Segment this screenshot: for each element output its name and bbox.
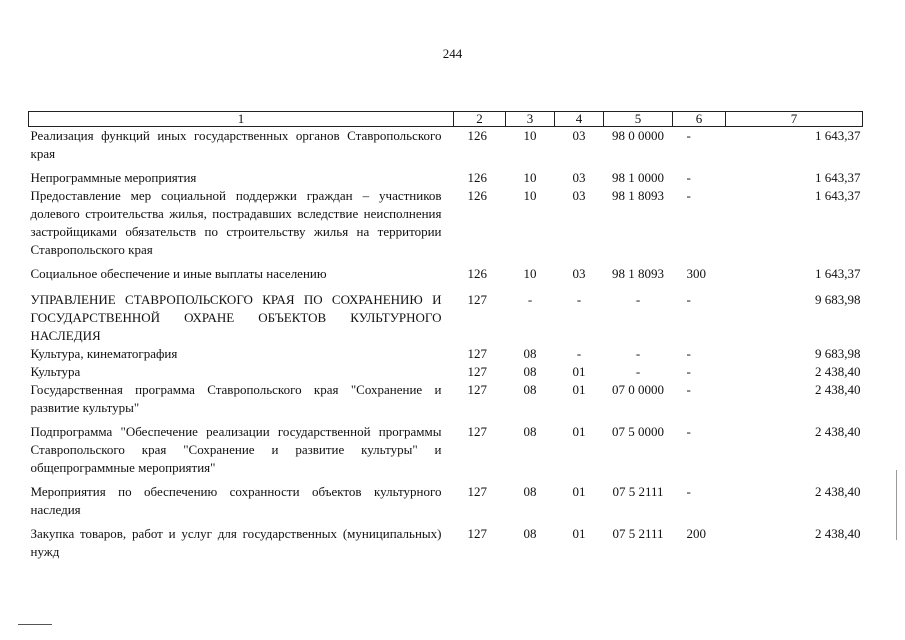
table-row	[29, 345, 863, 363]
row-name: Государственная программа Ставропольского края "Сохранение и развитие культуры"	[30, 382, 442, 415]
row-rz: 08	[523, 424, 537, 439]
row-sum: 2 438,40	[815, 364, 861, 379]
row-vr: -	[686, 128, 691, 143]
row-vr: -	[686, 346, 691, 361]
table-row	[29, 477, 863, 519]
row-sum: 2 438,40	[815, 484, 861, 499]
table-row	[29, 283, 863, 345]
row-name: Предоставление мер социальной поддержки граждан – участников долевого строительства жилья, пострадавших вследствие неисполнения застройщиками обязательств по строительству жилья на территории Ставропольского края	[30, 188, 442, 257]
row-sum: 9 683,98	[815, 292, 861, 307]
row-name: Социальное обеспечение и иные выплаты населению	[30, 266, 327, 281]
row-name: Мероприятия по обеспечению сохранности объектов культурного наследия	[30, 484, 442, 517]
table-header-row	[29, 112, 863, 127]
row-pr: 01	[572, 424, 586, 439]
row-rz: -	[527, 292, 533, 307]
row-sum: 1 643,37	[815, 170, 861, 185]
row-pr: 01	[572, 526, 586, 541]
scan-margin-line	[896, 470, 897, 540]
row-name: УПРАВЛЕНИЕ СТАВРОПОЛЬСКОГО КРАЯ ПО СОХРАНЕНИЮ И ГОСУДАРСТВЕННОЙ ОХРАНЕ ОБЪЕКТОВ КУЛЬТУРНОГО НАСЛЕДИЯ	[30, 292, 442, 343]
row-rz: 08	[523, 382, 537, 397]
budget-table	[28, 111, 863, 561]
table-row	[29, 163, 863, 187]
row-sum: 1 643,37	[815, 128, 861, 143]
row-csr: 98 1 8093	[612, 266, 664, 281]
table-row	[29, 519, 863, 561]
row-name: Реализация функций иных государственных органов Ставропольского края	[30, 128, 442, 161]
row-sum: 2 438,40	[815, 382, 861, 397]
table-row	[29, 259, 863, 283]
row-csr: 98 0 0000	[612, 128, 664, 143]
row-sum: 2 438,40	[815, 526, 861, 541]
row-vr: -	[686, 484, 691, 499]
column-header: 4	[555, 112, 604, 127]
row-sum: 1 643,37	[815, 188, 861, 203]
row-rz: 08	[523, 364, 537, 379]
row-gr: 126	[467, 266, 487, 281]
row-sum: 2 438,40	[815, 424, 861, 439]
row-name: Закупка товаров, работ и услуг для государственных (муниципальных) нужд	[30, 526, 442, 559]
row-pr: 03	[572, 128, 586, 143]
row-rz: 10	[523, 128, 537, 143]
row-rz: 08	[523, 526, 537, 541]
row-sum: 9 683,98	[815, 346, 861, 361]
row-gr: 127	[467, 346, 487, 361]
row-vr: 200	[686, 526, 706, 541]
row-gr: 127	[467, 382, 487, 397]
row-name: Подпрограмма "Обеспечение реализации государственной программы Ставропольского края "Сохранение и развитие культуры" и общепрограммные мероприятия"	[30, 424, 442, 475]
row-gr: 127	[467, 484, 487, 499]
column-header: 5	[604, 112, 673, 127]
row-csr: 07 5 2111	[612, 484, 664, 499]
row-rz: 10	[523, 170, 537, 185]
row-vr: 300	[686, 266, 706, 281]
row-sum: 1 643,37	[815, 266, 861, 281]
column-header: 1	[29, 112, 454, 127]
row-csr: 07 5 0000	[612, 424, 664, 439]
row-name: Непрограммные мероприятия	[30, 170, 197, 185]
scan-mark	[18, 624, 52, 625]
row-name: Культура	[30, 364, 81, 379]
column-header: 3	[506, 112, 555, 127]
table-row	[29, 363, 863, 381]
row-csr: 07 5 2111	[612, 526, 664, 541]
row-gr: 127	[467, 292, 487, 307]
row-vr: -	[686, 292, 691, 307]
column-header: 7	[726, 112, 863, 127]
row-vr: -	[686, 364, 691, 379]
row-csr: 98 1 0000	[612, 170, 664, 185]
row-pr: 03	[572, 266, 586, 281]
row-vr: -	[686, 188, 691, 203]
row-rz: 10	[523, 266, 537, 281]
table-row	[29, 381, 863, 417]
table-row	[29, 187, 863, 259]
row-gr: 126	[467, 128, 487, 143]
row-pr: 03	[572, 188, 586, 203]
row-csr: -	[635, 364, 641, 379]
row-vr: -	[686, 170, 691, 185]
row-rz: 08	[523, 484, 537, 499]
row-pr: 01	[572, 382, 586, 397]
row-pr: -	[576, 346, 582, 361]
column-header: 2	[454, 112, 506, 127]
row-csr: 07 0 0000	[612, 382, 664, 397]
row-gr: 127	[467, 424, 487, 439]
row-gr: 126	[467, 188, 487, 203]
row-csr: -	[635, 346, 641, 361]
table-row	[29, 417, 863, 477]
row-gr: 127	[467, 364, 487, 379]
row-pr: -	[576, 292, 582, 307]
row-gr: 126	[467, 170, 487, 185]
row-csr: 98 1 8093	[612, 188, 664, 203]
row-pr: 01	[572, 364, 586, 379]
row-name: Культура, кинематография	[30, 346, 178, 361]
row-pr: 01	[572, 484, 586, 499]
row-vr: -	[686, 382, 691, 397]
row-vr: -	[686, 424, 691, 439]
row-rz: 08	[523, 346, 537, 361]
row-pr: 03	[572, 170, 586, 185]
table-row	[29, 127, 863, 164]
row-csr: -	[635, 292, 641, 307]
column-header: 6	[673, 112, 726, 127]
row-gr: 127	[467, 526, 487, 541]
row-rz: 10	[523, 188, 537, 203]
page-number: 244	[442, 46, 463, 61]
